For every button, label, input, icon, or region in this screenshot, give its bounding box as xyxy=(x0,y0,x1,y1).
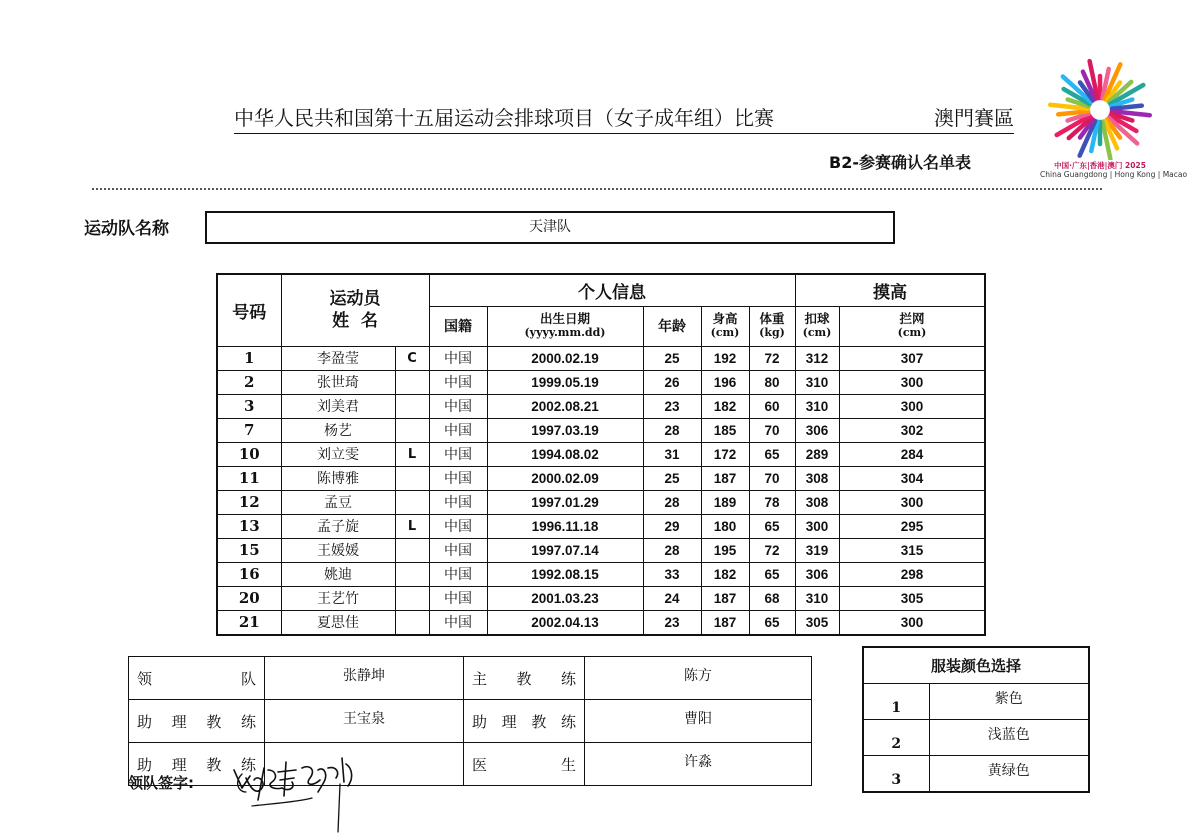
player-block-reach: 300 xyxy=(839,610,985,635)
table-row xyxy=(217,346,985,370)
header-athlete xyxy=(281,274,429,346)
table-row xyxy=(217,442,985,466)
player-role xyxy=(395,490,429,514)
player-role xyxy=(395,562,429,586)
header-personal-info: 个人信息 xyxy=(429,274,795,306)
player-age: 26 xyxy=(643,370,701,394)
dotted-divider xyxy=(92,188,1102,190)
player-nationality: 中国 xyxy=(429,490,487,514)
player-role: L xyxy=(395,514,429,538)
staff-value: 张静坤 xyxy=(265,657,464,700)
player-birth-date: 2001.03.23 xyxy=(487,586,643,610)
player-block-reach: 307 xyxy=(839,346,985,370)
player-number: 10 xyxy=(217,442,281,466)
form-subtitle: B2-参赛确认名单表 xyxy=(829,153,971,172)
player-height: 187 xyxy=(701,610,749,635)
player-spike-reach: 310 xyxy=(795,394,839,418)
player-height: 182 xyxy=(701,394,749,418)
player-birth-date: 1999.05.19 xyxy=(487,370,643,394)
player-birth-date: 2000.02.09 xyxy=(487,466,643,490)
player-age: 31 xyxy=(643,442,701,466)
header-block-unit: (cm) xyxy=(897,326,927,339)
player-height: 185 xyxy=(701,418,749,442)
player-block-reach: 284 xyxy=(839,442,985,466)
player-birth-date: 1997.07.14 xyxy=(487,538,643,562)
player-birth-date: 2002.08.21 xyxy=(487,394,643,418)
header-spike-label: 扣球 xyxy=(804,311,830,326)
player-weight: 65 xyxy=(749,514,795,538)
staff-label-char: 练 xyxy=(560,669,576,688)
player-name: 李盈莹 xyxy=(281,346,395,370)
player-nationality: 中国 xyxy=(429,370,487,394)
player-spike-reach: 306 xyxy=(795,562,839,586)
staff-label-char: 理 xyxy=(501,712,517,731)
staff-label-char: 队 xyxy=(240,669,256,688)
uniform-color-row xyxy=(863,756,1089,793)
player-height: 187 xyxy=(701,586,749,610)
region-text: 澳門賽區 xyxy=(934,106,1014,130)
title-text: 中华人民共和国第十五届运动会排球项目（女子成年组）比赛 xyxy=(234,106,774,130)
staff-label-char: 理 xyxy=(171,755,187,774)
player-block-reach: 300 xyxy=(839,394,985,418)
staff-label xyxy=(464,743,585,786)
player-name: 王媛媛 xyxy=(281,538,395,562)
player-block-reach: 295 xyxy=(839,514,985,538)
staff-label xyxy=(129,657,265,700)
player-number: 20 xyxy=(217,586,281,610)
player-spike-reach: 310 xyxy=(795,586,839,610)
player-height: 187 xyxy=(701,466,749,490)
player-name: 张世琦 xyxy=(281,370,395,394)
header-block xyxy=(839,306,985,346)
logo-caption-line2: China Guangdong | Hong Kong | Macao xyxy=(1040,170,1188,179)
player-block-reach: 315 xyxy=(839,538,985,562)
player-role: L xyxy=(395,442,429,466)
header-height-label: 身高 xyxy=(712,311,738,326)
player-number: 7 xyxy=(217,418,281,442)
header-athlete-line1: 运动员 xyxy=(329,289,381,310)
player-age: 28 xyxy=(643,538,701,562)
player-spike-reach: 305 xyxy=(795,610,839,635)
player-weight: 72 xyxy=(749,346,795,370)
staff-label-char: 练 xyxy=(560,712,576,731)
player-birth-date: 1997.03.19 xyxy=(487,418,643,442)
staff-label-char: 生 xyxy=(560,755,576,774)
player-age: 24 xyxy=(643,586,701,610)
staff-label-char: 教 xyxy=(206,755,222,774)
player-role xyxy=(395,370,429,394)
player-name: 王艺竹 xyxy=(281,586,395,610)
staff-row xyxy=(129,700,812,743)
staff-value: 王宝泉 xyxy=(265,700,464,743)
staff-value: 曹阳 xyxy=(585,700,812,743)
table-row xyxy=(217,418,985,442)
player-spike-reach: 308 xyxy=(795,490,839,514)
player-block-reach: 300 xyxy=(839,370,985,394)
player-number: 16 xyxy=(217,562,281,586)
player-height: 195 xyxy=(701,538,749,562)
player-name: 姚迪 xyxy=(281,562,395,586)
player-block-reach: 298 xyxy=(839,562,985,586)
document-title xyxy=(234,103,1014,134)
staff-label-chars xyxy=(133,668,260,689)
table-row xyxy=(217,466,985,490)
player-age: 28 xyxy=(643,490,701,514)
staff-value: 许淼 xyxy=(585,743,812,786)
player-age: 25 xyxy=(643,346,701,370)
player-name: 刘立雯 xyxy=(281,442,395,466)
player-age: 23 xyxy=(643,610,701,635)
player-birth-date: 2002.04.13 xyxy=(487,610,643,635)
staff-label-char: 助 xyxy=(137,712,153,731)
player-spike-reach: 310 xyxy=(795,370,839,394)
player-spike-reach: 289 xyxy=(795,442,839,466)
table-row xyxy=(217,394,985,418)
table-row xyxy=(217,586,985,610)
handwritten-signature xyxy=(228,748,368,833)
staff-label xyxy=(129,700,265,743)
player-number: 12 xyxy=(217,490,281,514)
uniform-color-number: 3 xyxy=(863,756,929,793)
player-birth-date: 1992.08.15 xyxy=(487,562,643,586)
staff-label-char: 理 xyxy=(171,712,187,731)
player-name: 刘美君 xyxy=(281,394,395,418)
player-age: 33 xyxy=(643,562,701,586)
player-number: 21 xyxy=(217,610,281,635)
player-age: 23 xyxy=(643,394,701,418)
player-role xyxy=(395,610,429,635)
player-nationality: 中国 xyxy=(429,466,487,490)
uniform-color-number: 1 xyxy=(863,684,929,720)
player-block-reach: 304 xyxy=(839,466,985,490)
uniform-color-name: 浅蓝色 xyxy=(929,720,1089,756)
signature-label: 领队签字: xyxy=(128,774,194,792)
staff-label-char: 主 xyxy=(472,669,488,688)
uniform-color-name: 紫色 xyxy=(929,684,1089,720)
games-logo xyxy=(1040,55,1188,185)
uniform-colors-table xyxy=(862,646,1090,793)
header-age: 年龄 xyxy=(643,306,701,346)
staff-label-char: 助 xyxy=(137,755,153,774)
player-height: 180 xyxy=(701,514,749,538)
uniform-color-row xyxy=(863,684,1089,720)
logo-caption xyxy=(1040,161,1188,179)
team-name-field: 天津队 xyxy=(205,211,895,244)
player-weight: 65 xyxy=(749,442,795,466)
player-nationality: 中国 xyxy=(429,610,487,635)
player-height: 182 xyxy=(701,562,749,586)
table-row xyxy=(217,370,985,394)
player-number: 15 xyxy=(217,538,281,562)
player-weight: 72 xyxy=(749,538,795,562)
player-number: 1 xyxy=(217,346,281,370)
header-spike xyxy=(795,306,839,346)
header-nationality: 国籍 xyxy=(429,306,487,346)
staff-label-chars xyxy=(468,711,580,732)
player-role xyxy=(395,538,429,562)
staff-row xyxy=(129,657,812,700)
player-block-reach: 300 xyxy=(839,490,985,514)
player-height: 196 xyxy=(701,370,749,394)
player-weight: 80 xyxy=(749,370,795,394)
header-number: 号码 xyxy=(217,274,281,346)
player-height: 172 xyxy=(701,442,749,466)
player-nationality: 中国 xyxy=(429,394,487,418)
player-name: 夏思佳 xyxy=(281,610,395,635)
staff-label-chars xyxy=(133,711,260,732)
player-number: 13 xyxy=(217,514,281,538)
logo-caption-line1: 中国·广东|香港|澳门 2025 xyxy=(1054,161,1146,170)
staff-label xyxy=(464,700,585,743)
table-row xyxy=(217,610,985,635)
player-birth-date: 1994.08.02 xyxy=(487,442,643,466)
header-weight-unit: (kg) xyxy=(759,326,785,339)
player-role xyxy=(395,418,429,442)
player-age: 25 xyxy=(643,466,701,490)
staff-label-char: 领 xyxy=(137,669,153,688)
player-spike-reach: 306 xyxy=(795,418,839,442)
player-age: 28 xyxy=(643,418,701,442)
player-birth-date: 1997.01.29 xyxy=(487,490,643,514)
header-birth-date-label: 出生日期 xyxy=(539,311,590,326)
staff-label-chars xyxy=(468,668,580,689)
roster-body xyxy=(217,346,985,635)
team-name-label: 运动队名称 xyxy=(84,219,169,239)
player-weight: 65 xyxy=(749,562,795,586)
header-spike-unit: (cm) xyxy=(802,326,832,339)
player-role xyxy=(395,394,429,418)
staff-value: 陈方 xyxy=(585,657,812,700)
player-weight: 65 xyxy=(749,610,795,635)
staff-label-char: 教 xyxy=(516,669,532,688)
player-number: 3 xyxy=(217,394,281,418)
player-spike-reach: 308 xyxy=(795,466,839,490)
staff-label xyxy=(464,657,585,700)
table-row xyxy=(217,514,985,538)
player-name: 杨艺 xyxy=(281,418,395,442)
player-nationality: 中国 xyxy=(429,442,487,466)
player-birth-date: 1996.11.18 xyxy=(487,514,643,538)
header-weight-label: 体重 xyxy=(759,311,785,326)
player-spike-reach: 319 xyxy=(795,538,839,562)
header-height-unit: (cm) xyxy=(710,326,740,339)
player-nationality: 中国 xyxy=(429,514,487,538)
header-athlete-line2: 姓 名 xyxy=(332,311,378,332)
player-name: 孟子旋 xyxy=(281,514,395,538)
player-birth-date: 2000.02.19 xyxy=(487,346,643,370)
player-spike-reach: 300 xyxy=(795,514,839,538)
header-block-label: 拦网 xyxy=(899,311,925,326)
staff-label-char: 练 xyxy=(240,755,256,774)
table-row xyxy=(217,490,985,514)
player-nationality: 中国 xyxy=(429,346,487,370)
uniform-color-name: 黄绿色 xyxy=(929,756,1089,793)
header-reach: 摸高 xyxy=(795,274,985,306)
player-weight: 60 xyxy=(749,394,795,418)
header-birth-date-format: (yyyy.mm.dd) xyxy=(524,326,606,339)
player-spike-reach: 312 xyxy=(795,346,839,370)
staff-label-char: 教 xyxy=(206,712,222,731)
uniform-colors-body xyxy=(863,647,1089,792)
table-row xyxy=(217,562,985,586)
player-nationality: 中国 xyxy=(429,562,487,586)
player-role xyxy=(395,586,429,610)
staff-label-char: 助 xyxy=(472,712,488,731)
staff-label-char: 练 xyxy=(240,712,256,731)
player-name: 陈博雅 xyxy=(281,466,395,490)
player-block-reach: 305 xyxy=(839,586,985,610)
uniform-color-row xyxy=(863,720,1089,756)
table-row xyxy=(217,538,985,562)
player-weight: 78 xyxy=(749,490,795,514)
player-height: 189 xyxy=(701,490,749,514)
player-weight: 70 xyxy=(749,418,795,442)
player-nationality: 中国 xyxy=(429,418,487,442)
player-name: 孟豆 xyxy=(281,490,395,514)
header-height xyxy=(701,306,749,346)
staff-label-char: 医 xyxy=(472,755,488,774)
uniform-colors-title: 服装颜色选择 xyxy=(863,647,1089,684)
staff-label-chars xyxy=(468,754,580,775)
player-role xyxy=(395,466,429,490)
header-weight xyxy=(749,306,795,346)
player-weight: 68 xyxy=(749,586,795,610)
player-block-reach: 302 xyxy=(839,418,985,442)
roster-table xyxy=(216,273,986,636)
player-weight: 70 xyxy=(749,466,795,490)
player-role: C xyxy=(395,346,429,370)
player-nationality: 中国 xyxy=(429,586,487,610)
staff-label-char: 教 xyxy=(531,712,547,731)
player-height: 192 xyxy=(701,346,749,370)
player-nationality: 中国 xyxy=(429,538,487,562)
player-number: 2 xyxy=(217,370,281,394)
player-number: 11 xyxy=(217,466,281,490)
header-birth-date xyxy=(487,306,643,346)
uniform-color-number: 2 xyxy=(863,720,929,756)
games-logo-burst-icon xyxy=(1040,55,1160,160)
player-age: 29 xyxy=(643,514,701,538)
